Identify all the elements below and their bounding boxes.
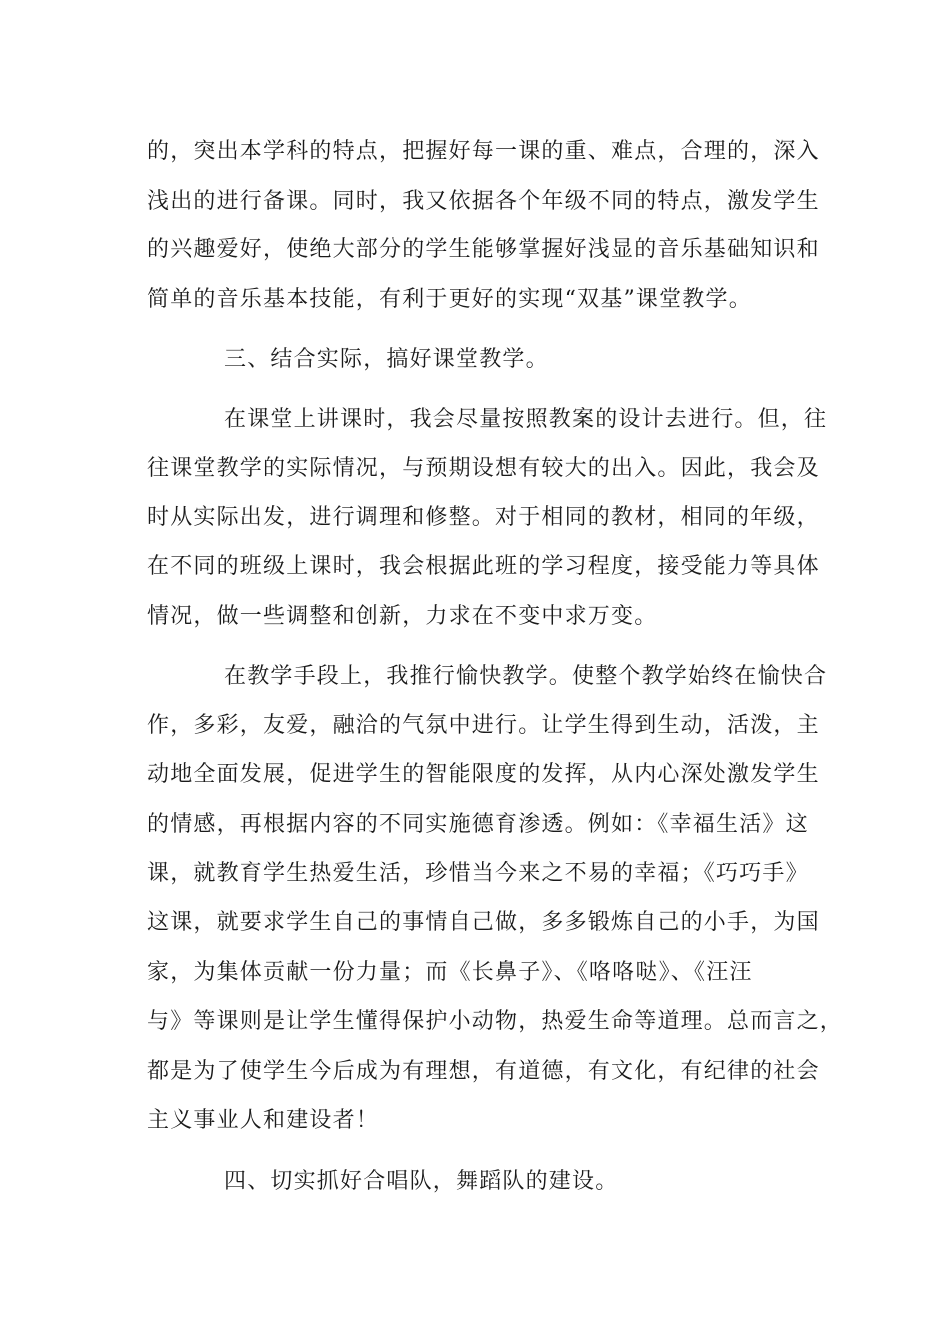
text-line: 简单的音乐基本技能，有利于更好的实现“双基”课堂教学。: [147, 287, 752, 312]
text-line: 这课，就要求学生自己的事情自己做，多多锻炼自己的小手，为国: [147, 910, 820, 935]
text-line: 时从实际出发，进行调理和修整。对于相同的教材，相同的年级，: [147, 505, 820, 530]
text-line: 的情感，再根据内容的不同实施德育渗透。例如：《幸福生活》这: [147, 812, 809, 837]
text-line: 都是为了使学生今后成为有理想，有道德，有文化，有纪律的社会: [147, 1059, 820, 1084]
text-line: 的兴趣爱好，使绝大部分的学生能够掌握好浅显的音乐基础知识和: [147, 237, 820, 262]
text-line: 情况，做一些调整和创新，力求在不变中求万变。: [147, 604, 658, 629]
text-line: 浅出的进行备课。同时，我又依据各个年级不同的特点，激发学生: [147, 189, 820, 214]
section-heading: 四、切实抓好合唱队，舞蹈队的建设。: [224, 1169, 619, 1194]
text-line: 的，突出本学科的特点，把握好每一课的重、难点，合理的，深入: [147, 139, 820, 164]
text-line: 课，就教育学生热爱生活，珍惜当今来之不易的幸福；《巧巧手》: [147, 861, 809, 886]
text-line: 在教学手段上，我推行愉快教学。使整个教学始终在愉快合: [224, 664, 828, 689]
text-line: 主义事业人和建设者！: [147, 1108, 380, 1133]
text-line: 在课堂上讲课时，我会尽量按照教案的设计去进行。但，往: [224, 407, 828, 432]
text-line: 在不同的班级上课时，我会根据此班的学习程度，接受能力等具体: [147, 554, 820, 579]
text-line: 家，为集体贡献一份力量；而《长鼻子》、《咯咯哒》、《汪汪: [147, 960, 753, 985]
text-line: 往课堂教学的实际情况，与预期设想有较大的出入。因此，我会及: [147, 456, 820, 481]
text-line: 与》等课则是让学生懂得保护小动物，热爱生命等道理。总而言之，: [147, 1009, 844, 1034]
section-heading: 三、结合实际，搞好课堂教学。: [224, 347, 549, 372]
text-line: 动地全面发展，促进学生的智能限度的发挥，从内心深处激发学生: [147, 762, 820, 787]
text-line: 作，多彩，友爱，融洽的气氛中进行。让学生得到生动，活泼，主: [147, 713, 820, 738]
